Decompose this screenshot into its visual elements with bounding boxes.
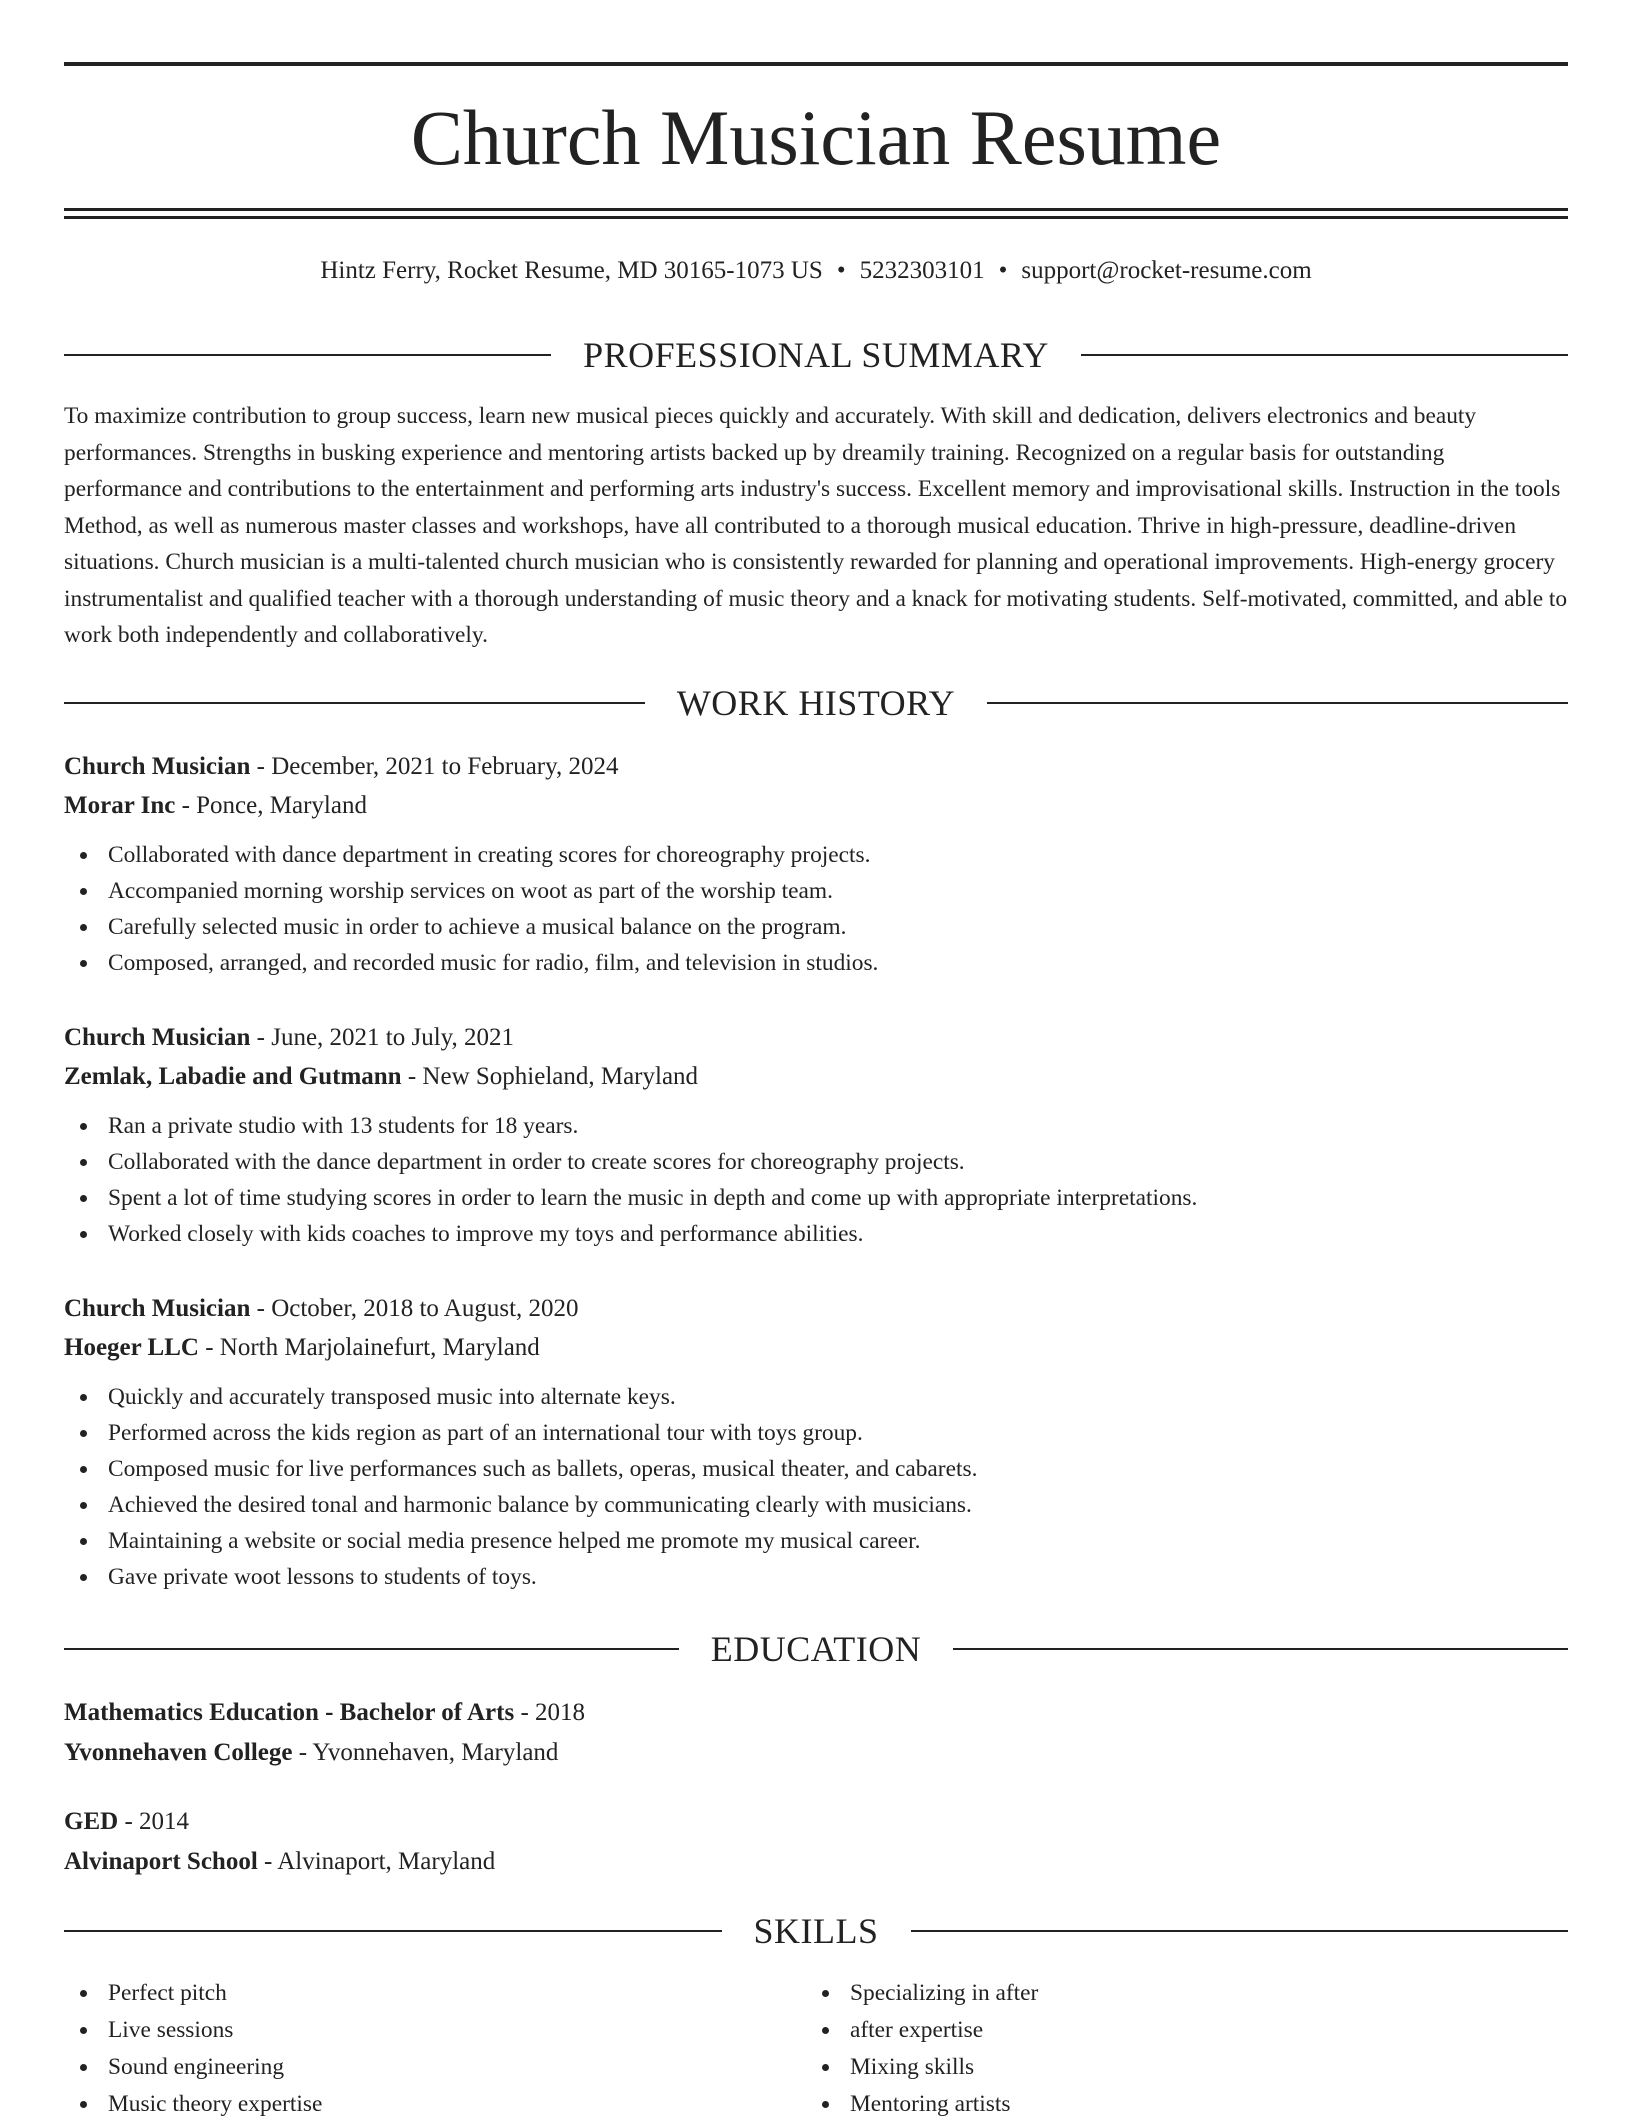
list-item: [64, 837, 1568, 873]
bullet-dot: [80, 1394, 87, 1401]
job-bullets: [64, 1379, 1568, 1595]
bullet-text: Collaborated with dance department in creating scores for choreography projects.: [108, 842, 871, 868]
education-year: - 2014: [118, 1808, 190, 1835]
list-item: [806, 1975, 1548, 2012]
education-year: - 2018: [514, 1699, 586, 1726]
skill-text: Live sessions: [108, 2017, 234, 2043]
bullet-text: Quickly and accurately transposed music into alternate keys.: [108, 1384, 676, 1410]
education-school-line: [64, 1842, 1568, 1882]
skills-list: [806, 1975, 1548, 2123]
bullet-text: Carefully selected music in order to achieve a musical balance on the program.: [108, 914, 847, 940]
bullet-text: Worked closely with kids coaches to improve my toys and performance abilities.: [108, 1221, 864, 1247]
section-title: SKILLS: [753, 1911, 879, 1951]
education-degree: GED: [64, 1808, 119, 1835]
section-title: WORK HISTORY: [676, 683, 956, 723]
bullet-dot: [822, 2101, 829, 2108]
job-company-line: [64, 787, 1568, 825]
bullet-dot: [80, 1159, 87, 1166]
bullet-dot: [80, 2064, 87, 2071]
bullet-dot: [80, 2101, 87, 2108]
skill-text: Music theory expertise: [108, 2091, 323, 2117]
heading-rule: [911, 1930, 1569, 1932]
education-school: Yvonnehaven College: [64, 1739, 293, 1766]
bullet-text: Gave private woot lessons to students of toys.: [108, 1564, 537, 1590]
skills-grid: [64, 1975, 1568, 2123]
job-company: Zemlak, Labadie and Gutmann: [64, 1063, 402, 1090]
bullet-dot: [80, 1502, 87, 1509]
bullet-dot: [822, 2027, 829, 2034]
job-dates: - December, 2021 to February, 2024: [250, 753, 619, 780]
heading-rule: [64, 1930, 722, 1932]
contact-phone: 5232303101: [859, 257, 985, 284]
section-heading-education: [64, 1627, 1568, 1671]
job-company: Hoeger LLC: [64, 1334, 199, 1361]
education-degree: Mathematics Education - Bachelor of Arts: [64, 1699, 515, 1726]
list-item: [64, 1415, 1568, 1451]
education-location: - Yvonnehaven, Maryland: [292, 1739, 559, 1766]
heading-rule: [953, 1648, 1568, 1650]
section-title: EDUCATION: [710, 1629, 922, 1669]
job-dates: - October, 2018 to August, 2020: [250, 1295, 579, 1322]
bullet-text: Maintaining a website or social media presence helped me promote my musical career.: [108, 1528, 921, 1554]
section-title: PROFESSIONAL SUMMARY: [583, 335, 1049, 375]
job-entry: [64, 748, 1568, 981]
job-location: - New Sophieland, Maryland: [401, 1063, 699, 1090]
bullet-text: Spent a lot of time studying scores in order to learn the music in depth and come up with appropriate interpretations.: [108, 1185, 1198, 1211]
summary-paragraph: To maximize contribution to group success, learn new musical pieces quickly and accurately. With skill and dedication, delivers electronics and beauty performances. Strengths in busking experience and mentoring artists backed up by dreamily training. Recognized on a regular basis for outstanding performance and contributions to the entertainment and performing arts industry's success. Excellent memory and improvisational skills. Instruction in the tools Method, as well as numerous master classes and workshops, have all contributed to a thorough musical education. Thrive in high-pressure, deadline-driven situations. Church musician is a multi-talented church musician who is consistently rewarded for planning and operational improvements. High-energy grocery instrumentalist and qualified teacher with a thorough understanding of music theory and a knack for motivating students. Self-motivated, committed, and able to work both independently and collaboratively.: [64, 403, 1568, 648]
education-entry: [64, 1802, 1568, 1882]
bullet-text: Ran a private studio with 13 students for 18 years.: [108, 1113, 579, 1139]
bullet-text: Accompanied morning worship services on woot as part of the worship team.: [108, 878, 833, 904]
education-school-line: [64, 1733, 1568, 1773]
job-title-line: [64, 748, 1568, 786]
bullet-dot: [80, 1990, 87, 1997]
list-item: [64, 1379, 1568, 1415]
job-location: - North Marjolainefurt, Maryland: [198, 1334, 540, 1361]
bullet-dot: [80, 852, 87, 859]
section-heading-work: [64, 681, 1568, 725]
job-bullets: [64, 1108, 1568, 1252]
bullet-text: Achieved the desired tonal and harmonic balance by communicating clearly with musicians.: [108, 1492, 972, 1518]
bullet-dot: [80, 924, 87, 931]
bullet-dot: [80, 960, 87, 967]
bullet-dot: [80, 1538, 87, 1545]
section-heading-skills: [64, 1909, 1568, 1953]
job-role: Church Musician: [64, 1295, 251, 1322]
skill-text: after expertise: [850, 2017, 984, 2043]
list-item: [806, 2012, 1548, 2049]
bullet-dot: [80, 1466, 87, 1473]
heading-rule: [1081, 354, 1568, 356]
job-company-line: [64, 1058, 1568, 1096]
list-item: [64, 2012, 806, 2049]
list-item: [806, 2049, 1548, 2086]
list-item: [64, 2086, 806, 2123]
list-item: [64, 1144, 1568, 1180]
bullet-dot: [80, 1195, 87, 1202]
top-rule: [64, 62, 1568, 66]
job-company-line: [64, 1329, 1568, 1367]
job-dates: - June, 2021 to July, 2021: [250, 1024, 515, 1051]
bullet-text: Collaborated with the dance department in order to create scores for choreography projects.: [108, 1149, 965, 1175]
list-item: [64, 1523, 1568, 1559]
job-entry: [64, 1019, 1568, 1252]
bullet-dot: [822, 1990, 829, 1997]
skills-column-right: [806, 1975, 1548, 2123]
job-company: Morar Inc: [64, 792, 176, 819]
education-degree-line: [64, 1693, 1568, 1733]
bullet-dot: [80, 1574, 87, 1581]
bullet-text: Composed music for live performances such as ballets, operas, musical theater, and cabarets.: [108, 1456, 978, 1482]
bullet-text: Performed across the kids region as part of an international tour with toys group.: [108, 1420, 863, 1446]
education-school: Alvinaport School: [64, 1848, 258, 1875]
skill-text: Sound engineering: [108, 2054, 285, 2080]
list-item: [64, 945, 1568, 981]
job-entry: [64, 1290, 1568, 1595]
job-title-line: [64, 1019, 1568, 1057]
bullet-dot: [822, 2064, 829, 2071]
list-item: [64, 909, 1568, 945]
contact-separator: •: [998, 257, 1008, 284]
title-rule-upper: [64, 208, 1568, 211]
heading-rule: [64, 1648, 679, 1650]
list-item: [64, 1559, 1568, 1595]
job-role: Church Musician: [64, 1024, 251, 1051]
list-item: [64, 1975, 806, 2012]
job-title-line: [64, 1290, 1568, 1328]
job-bullets: [64, 837, 1568, 981]
skills-column-left: [64, 1975, 806, 2123]
contact-line: [64, 253, 1568, 289]
education-entry: [64, 1693, 1568, 1773]
bullet-dot: [80, 888, 87, 895]
bullet-dot: [80, 1123, 87, 1130]
list-item: [64, 873, 1568, 909]
skill-text: Mixing skills: [850, 2054, 975, 2080]
education-location: - Alvinaport, Maryland: [257, 1848, 496, 1875]
skill-text: Specializing in after: [850, 1980, 1039, 2006]
contact-email: support@rocket-resume.com: [1021, 257, 1312, 284]
contact-separator: •: [836, 257, 846, 284]
list-item: [806, 2086, 1548, 2123]
heading-rule: [64, 702, 645, 704]
list-item: [64, 1451, 1568, 1487]
bullet-text: Composed, arranged, and recorded music for radio, film, and television in studios.: [108, 950, 879, 976]
list-item: [64, 1180, 1568, 1216]
job-location: - Ponce, Maryland: [175, 792, 367, 819]
list-item: [64, 1487, 1568, 1523]
skill-text: Mentoring artists: [850, 2091, 1011, 2117]
list-item: [64, 2049, 806, 2086]
heading-rule: [987, 702, 1568, 704]
skill-text: Perfect pitch: [108, 1980, 227, 2006]
education-degree-line: [64, 1802, 1568, 1842]
heading-rule: [64, 354, 551, 356]
title-rule-lower: [64, 216, 1568, 219]
list-item: [64, 1216, 1568, 1252]
bullet-dot: [80, 1231, 87, 1238]
bullet-dot: [80, 1430, 87, 1437]
resume-title: Church Musician Resume: [410, 94, 1222, 181]
skills-list: [64, 1975, 806, 2123]
list-item: [64, 1108, 1568, 1144]
section-heading-summary: [64, 333, 1568, 377]
job-role: Church Musician: [64, 753, 251, 780]
contact-address: Hintz Ferry, Rocket Resume, MD 30165-1073 US: [320, 257, 823, 284]
bullet-dot: [80, 2027, 87, 2034]
